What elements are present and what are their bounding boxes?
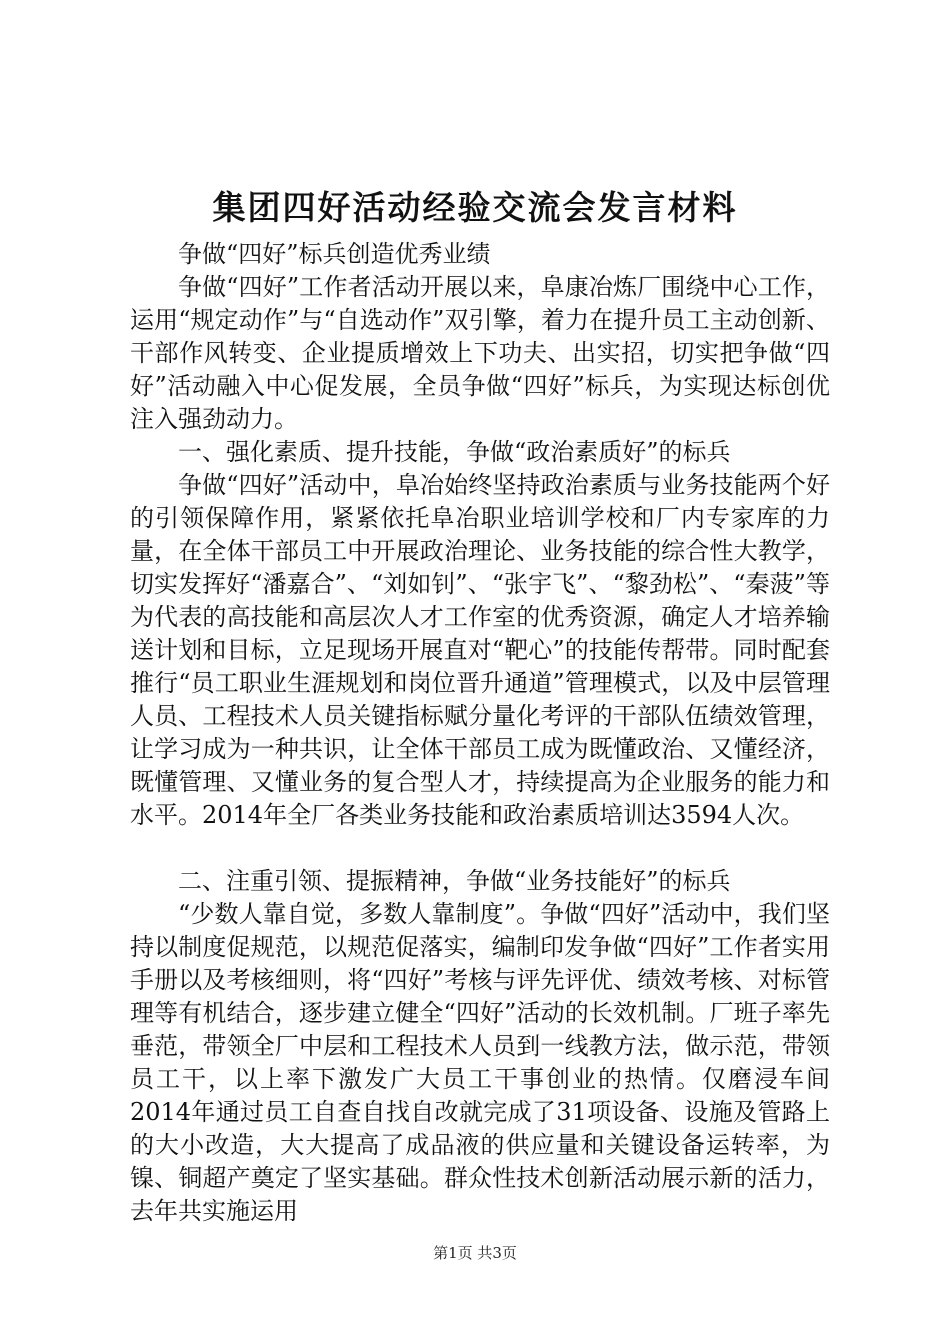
page-footer: 第1页 共3页 <box>433 1244 517 1262</box>
section-1-paragraph: 争做“四好”活动中，阜冶始终坚持政治素质与业务技能两个好的引领保障作用，紧紧依托阜冶职业培训学校和厂内专家库的力量，在全体干部员工中开展政治理论、业务技能的综合性大教学，切实发挥好“潘嘉合”、“刘如钊”、“张宇飞”、“黎劲松”、“秦菠”等为代表的高技能和高层次人才工作室的优秀资源，确定人才培养输送计划和目标，立足现场开展直对“靶心”的技能传帮带。同时配套推行“员工职业生涯规划和岗位晋升通道”管理模式，以及中层管理人员、工程技术人员关键指标赋分量化考评的干部队伍绩效管理，让学习成为一种共识，让全体干部员工成为既懂政治、又懂经济，既懂管理、又懂业务的复合型人才，持续提高为企业服务的能力和水平。2014年全厂各类业务技能和政治素质培训达3594人次。 <box>130 471 830 829</box>
section-2-paragraph: “少数人靠自觉，多数人靠制度”。争做“四好”活动中，我们坚持以制度促规范，以规范促落实，编制印发争做“四好”工作者实用手册以及考核细则，将“四好”考核与评先评优、绩效考核、对标管理等有机结合，逐步建立健全“四好”活动的长效机制。厂班子率先垂范，带领全厂中层和工程技术人员到一线教方法，做示范，带领员工干，以上率下激发广大员工干事创业的热情。仅磨浸车间2014年通过员工自查自找自改就完成了31项设备、设施及管路上的大小改造，大大提高了成品液的供应量和关键设备运转率，为镍、铜超产奠定了坚实基础。群众性技术创新活动展示新的活力，去年共实施运用 <box>130 900 830 1225</box>
section-heading-2: 二、注重引领、提振精神，争做“业务技能好”的标兵 <box>178 867 731 895</box>
document-title: 集团四好活动经验交流会发言材料 <box>212 188 738 227</box>
intro-paragraph: 争做“四好”工作者活动开展以来，阜康冶炼厂围绕中心工作，运用“规定动作”与“自选动作”双引擎，着力在提升员工主动创新、干部作风转变、企业提质增效上下功夫、出实招，切实把争做“四好”活动融入中心促发展，全员争做“四好”标兵，为实现达标创优注入强劲动力。 <box>130 273 830 433</box>
document-body <box>130 238 830 1228</box>
section-heading-1: 一、强化素质、提升技能，争做“政治素质好”的标兵 <box>178 438 731 466</box>
subtitle-paragraph: 争做“四好”标兵创造优秀业绩 <box>178 240 491 268</box>
